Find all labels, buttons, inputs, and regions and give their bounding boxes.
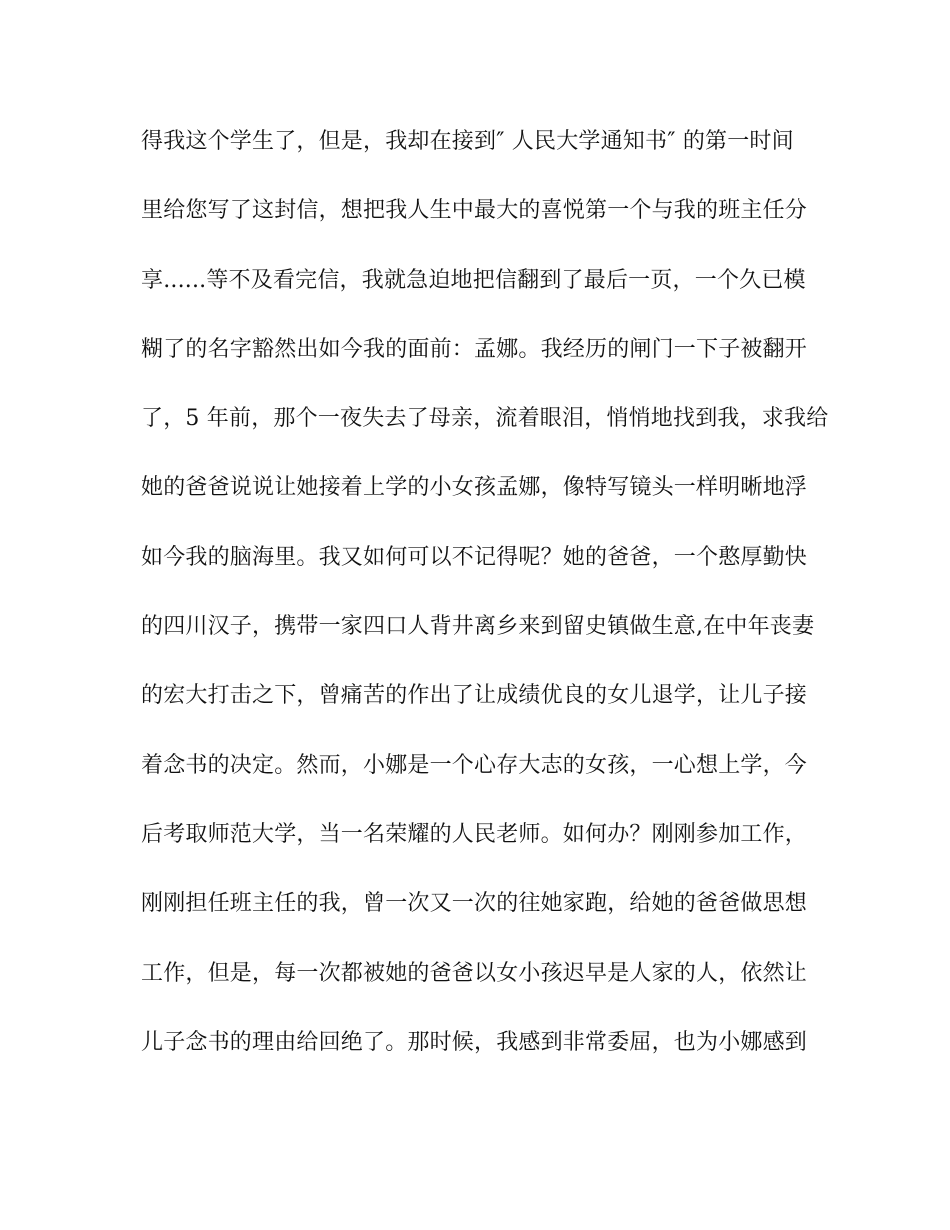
text-line-12: 刚刚担任班主任的我，曾一次又一次的往她家跑，给她的爸爸做思想 — [141, 891, 808, 917]
text-line-14: 儿子念书的理由给回绝了。那时候，我感到非常委屈，也为小娜感到 — [141, 1029, 808, 1055]
body-text — [141, 122, 841, 1092]
text-line-8: 的四川汉子，携带一家四口人背井离乡来到留史镇做生意,在中年丧妻 — [141, 614, 815, 640]
text-line-4: 糊了的名字豁然出如今我的面前：孟娜。我经历的闸门一下子被翻开 — [141, 336, 808, 362]
text-line-2: 里给您写了这封信，想把我人生中最大的喜悦第一个与我的班主任分 — [141, 198, 808, 224]
text-line-3: 享......等不及看完信，我就急迫地把信翻到了最后一页，一个久已模 — [141, 267, 806, 293]
text-line-11: 后考取师范大学，当一名荣耀的人民老师。如何办？刚刚参加工作， — [141, 821, 808, 847]
text-line-5: 了，5 年前，那个一夜失去了母亲，流着眼泪，悄悄地找到我，求我给 — [141, 406, 829, 432]
text-line-7: 如今我的脑海里。我又如何可以不记得呢？她的爸爸，一个憨厚勤快 — [141, 544, 808, 570]
text-line-9: 的宏大打击之下，曾痛苦的作出了让成绩优良的女儿退学，让儿子接 — [141, 683, 808, 709]
text-line-10: 着念书的决定。然而，小娜是一个心存大志的女孩，一心想上学，今 — [141, 752, 808, 778]
text-line-13: 工作，但是，每一次都被她的爸爸以女小孩迟早是人家的人，依然让 — [141, 960, 808, 986]
text-line-1: 得我这个学生了，但是，我却在接到″ 人民大学通知书″ 的第一时间 — [141, 129, 794, 154]
text-line-6: 她的爸爸说说让她接着上学的小女孩孟娜，像特写镜头一样明晰地浮 — [141, 475, 808, 501]
